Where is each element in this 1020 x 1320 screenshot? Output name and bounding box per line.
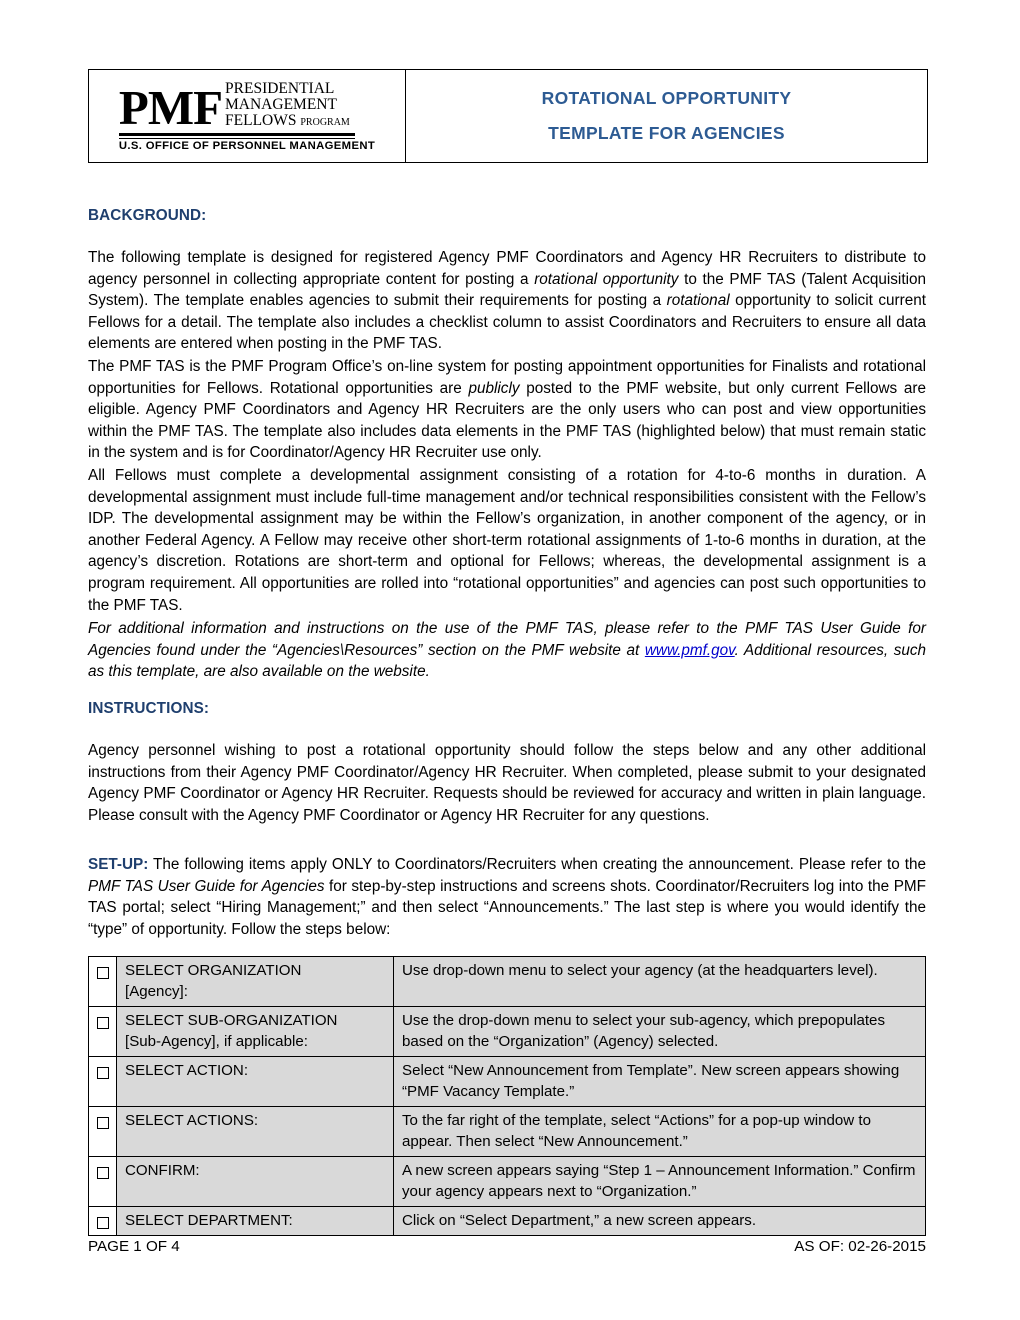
bg-p4-part-a: For additional information and instructions on the use of the PMF TAS, please refer to the PMF TAS User Guide for Agencies found under the “Agencies\Resources” section on the PMF website at — [88, 620, 926, 659]
step-description-cell: Click on “Select Department,” a new screen appears. — [394, 1207, 926, 1236]
logo-acronym: PMF — [118, 79, 223, 135]
page-title-line1: ROTATIONAL OPPORTUNITY — [541, 87, 792, 108]
background-paragraph-3: All Fellows must complete a developmental assignment consisting of a rotation for 4-to-6 months in duration. A developmental assignment must include full-time management and/or technical responsibilities consistent with the Fellow’s IDP. The developmental assignment may be within the Fellow’s organization, in another component of the agency, or in another Federal Agency. A Fellow may receive other short-term rotational assignments of 1-to-6 months in duration, at the agency’s discretion. Rotations are short-term and optional for Fellows; whereas, the developmental assignment is a program requirement. All opportunities are rolled into “rotational opportunities” and agencies can post such opportunities to the PMF TAS. — [88, 467, 926, 614]
bg-p1-italic-2: rotational — [666, 292, 730, 310]
setup-italic-guide: PMF TAS User Guide for Agencies — [88, 877, 325, 895]
table-row — [89, 1057, 926, 1107]
pmf-logo — [119, 78, 375, 155]
background-paragraph-2 — [88, 356, 926, 464]
logo-line-management: MANAGEMENT — [225, 95, 337, 113]
table-row — [89, 1007, 926, 1057]
table-row — [89, 957, 926, 1007]
background-paragraph-4 — [88, 618, 926, 683]
table-row — [89, 1107, 926, 1157]
step-checkbox-cell[interactable] — [89, 1157, 117, 1207]
bg-p1-part-a: The following template is designed for registered Agency PMF Coordinators and Agency HR Recruiters to distribute to agency personnel in collecting appropriate content for posting a — [88, 249, 926, 288]
bg-p2-part-b: posted to the PMF website, but only current Fellows are eligible. Agency PMF Coordinators and Agency HR Recruiters are the only users who can post and view opportunities within the PMF TAS. The template also includes data elements in the PMF TAS (highlighted below) that must remain static in the system and is for Coordinator/Agency HR Recruiter use only. — [88, 379, 927, 462]
pmf-website-link[interactable]: www.pmf.gov — [644, 641, 735, 659]
background-heading: BACKGROUND: — [88, 207, 207, 224]
instructions-paragraph-1: Agency personnel wishing to post a rotational opportunity should follow the steps below and any other additional instructions from their Agency PMF Coordinator/Agency HR Recruiter. When completed, please submit to your designated Agency PMF Coordinator or Agency HR Recruiter. Requests should be reviewed for accuracy and written in plain language. Please consult with the Agency PMF Coordinator or Agency HR Recruiter for any questions. — [88, 742, 926, 824]
steps-table-body — [89, 957, 926, 1236]
step-checkbox-cell[interactable] — [89, 1207, 117, 1236]
logo-opm-line: U.S. OFFICE OF PERSONNEL MANAGEMENT — [118, 140, 376, 153]
step-label-cell — [117, 957, 394, 1007]
checkbox-icon[interactable] — [97, 1217, 109, 1229]
step-label-cell: SELECT ACTIONS: — [117, 1107, 394, 1157]
setup-paragraph — [88, 854, 926, 940]
logo-fellows-text: FELLOWS — [225, 111, 297, 129]
setup-label: SET-UP: — [88, 856, 149, 873]
setup-part-a: The following items apply ONLY to Coordinators/Recruiters when creating the announcement. Please refer to the — [148, 856, 926, 873]
footer-page-number: PAGE 1 OF 4 — [88, 1238, 180, 1255]
step-label-cell: SELECT DEPARTMENT: — [117, 1207, 394, 1236]
checkbox-icon[interactable] — [97, 1117, 109, 1129]
setup-steps-table — [88, 956, 926, 1236]
page-title-line2: TEMPLATE FOR AGENCIES — [548, 123, 785, 143]
step-description-cell: Use the drop-down menu to select your sub-agency, which prepopulates based on the “Organization” (Agency) selected. — [394, 1007, 926, 1057]
bg-p1-part-b: to the PMF TAS (Talent Acquisition System). The template enables agencies to submit their requirements for posting a — [88, 270, 926, 310]
step-label-cell: SELECT ACTION: — [117, 1057, 394, 1107]
document-title-cell — [406, 70, 928, 163]
step-checkbox-cell[interactable] — [89, 1007, 117, 1057]
footer-as-of-date: AS OF: 02-26-2015 — [794, 1238, 926, 1255]
step-description-cell: A new screen appears saying “Step 1 – Announcement Information.” Confirm your agency appears next to “Organization.” — [394, 1157, 926, 1207]
instructions-heading: INSTRUCTIONS: — [88, 700, 210, 717]
checkbox-icon[interactable] — [97, 967, 109, 979]
step-description-cell: Use drop-down menu to select your agency (at the headquarters level). — [394, 957, 926, 1007]
table-row — [89, 1207, 926, 1236]
bg-p1-italic-1: rotational opportunity — [534, 270, 679, 288]
document-header — [88, 69, 928, 163]
bg-p1-part-c: opportunity to solicit current Fellows for a detail. The template also includes a checklist column to assist Coordinators and Recruiters to ensure all data elements are entered when posting in the PMF TAS. — [88, 292, 926, 353]
bg-p2-part-a: The PMF TAS is the PMF Program Office’s on-line system for posting appointment opportunities for Finalists and rotational opportunities for Fellows. Rotational opportunities are — [88, 358, 926, 397]
logo-program-text: PROGRAM — [300, 116, 350, 128]
background-paragraph-1 — [88, 247, 926, 355]
document-page — [88, 0, 928, 1320]
logo-top-row — [118, 79, 375, 135]
step-label-line2: [Agency]: — [125, 983, 188, 1000]
pmf-logo-cell — [89, 70, 406, 163]
step-description-cell: To the far right of the template, select “Actions” for a pop-up window to appear. Then select “New Announcement.” — [394, 1107, 926, 1157]
step-label-line2: [Sub-Agency], if applicable: — [125, 1033, 308, 1050]
checkbox-icon[interactable] — [97, 1067, 109, 1079]
logo-wordmark — [225, 81, 350, 131]
logo-line-presidential: PRESIDENTIAL — [225, 79, 335, 97]
step-label-line1: SELECT SUB-ORGANIZATION — [125, 1012, 338, 1029]
step-checkbox-cell[interactable] — [89, 1107, 117, 1157]
step-label-cell: CONFIRM: — [117, 1157, 394, 1207]
logo-line-fellows — [225, 113, 350, 129]
step-checkbox-cell[interactable] — [89, 957, 117, 1007]
table-row — [89, 1157, 926, 1207]
checkbox-icon[interactable] — [97, 1167, 109, 1179]
bg-p2-italic-1: publicly — [468, 379, 520, 397]
step-checkbox-cell[interactable] — [89, 1057, 117, 1107]
setup-part-b: for step-by-step instructions and screens shots. Coordinator/Recruiters log into the PMF TAS portal; select “Hiring Management;” and then select “Announcements.” The last step is where you would identify the “type” of opportunity. Follow the steps below: — [88, 877, 926, 938]
step-label-cell — [117, 1007, 394, 1057]
checkbox-icon[interactable] — [97, 1017, 109, 1029]
step-label-line1: SELECT ORGANIZATION — [125, 962, 302, 979]
page-footer — [88, 1238, 926, 1255]
step-description-cell: Select “New Announcement from Template”. New screen appears showing “PMF Vacancy Template.” — [394, 1057, 926, 1107]
bg-p4-part-b: . Additional resources, such as this template, are also available on the website. — [88, 641, 927, 681]
